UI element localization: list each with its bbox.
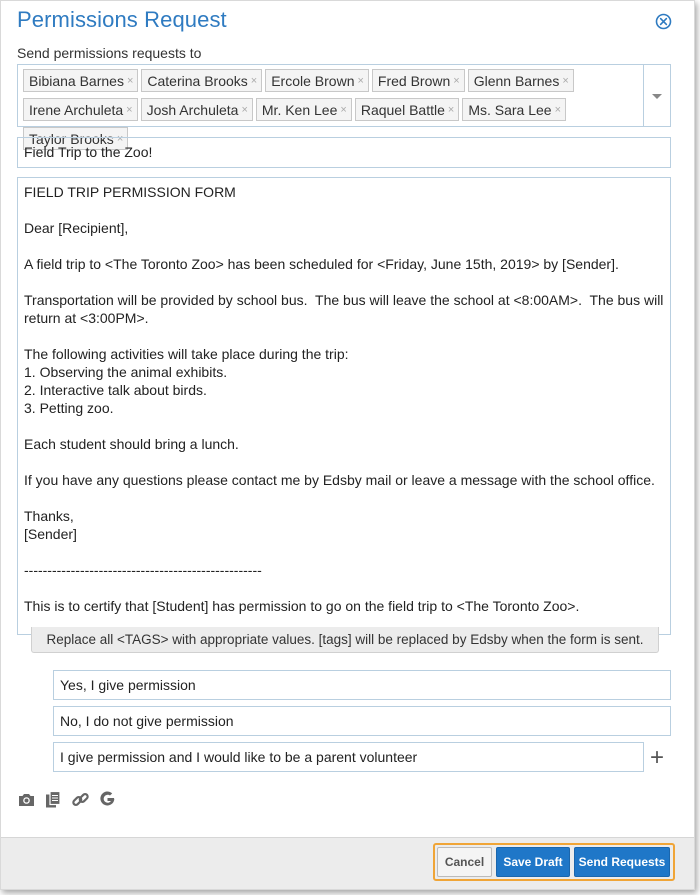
- response-option-1[interactable]: Yes, I give permission: [53, 670, 671, 700]
- tags-hint: Replace all <TAGS> with appropriate values. [tags] will be replaced by Edsby when the form is sent.: [31, 627, 659, 653]
- remove-recipient-icon[interactable]: ×: [562, 74, 569, 87]
- recipient-name: Ercole Brown: [271, 72, 355, 89]
- recipient-chip[interactable]: [462, 98, 566, 121]
- remove-recipient-icon[interactable]: ×: [357, 74, 364, 87]
- recipient-name: Glenn Barnes: [473, 72, 560, 89]
- camera-icon[interactable]: [17, 790, 36, 809]
- recipient-name: Taylor Brooks: [29, 130, 114, 147]
- recipients-field[interactable]: [17, 64, 644, 147]
- recipient-name: Fred Brown: [377, 72, 451, 89]
- recipient-chip[interactable]: [141, 98, 253, 121]
- close-icon[interactable]: [655, 13, 672, 30]
- subject-input[interactable]: Field Trip to the Zoo!: [17, 137, 671, 168]
- remove-recipient-icon[interactable]: ×: [126, 103, 133, 116]
- link-icon[interactable]: [71, 790, 90, 809]
- remove-recipient-icon[interactable]: ×: [453, 74, 460, 87]
- recipient-name: Ms. Sara Lee: [468, 101, 552, 118]
- remove-recipient-icon[interactable]: ×: [241, 103, 248, 116]
- cancel-button[interactable]: Cancel: [437, 847, 492, 877]
- response-option-3[interactable]: I give permission and I would like to be a parent volunteer: [53, 742, 644, 772]
- save-draft-button[interactable]: Save Draft: [496, 847, 570, 877]
- recipient-chip[interactable]: [355, 98, 460, 121]
- recipient-chip[interactable]: [468, 69, 574, 92]
- recipient-chip[interactable]: [256, 98, 352, 121]
- google-icon[interactable]: [98, 790, 117, 809]
- recipient-chip[interactable]: [372, 69, 465, 92]
- remove-recipient-icon[interactable]: ×: [554, 103, 562, 116]
- recipient-name: Josh Archuleta: [146, 101, 239, 118]
- recipient-chip[interactable]: [23, 69, 138, 92]
- recipient-name: Mr. Ken Lee: [261, 101, 338, 118]
- remove-recipient-icon[interactable]: ×: [126, 74, 134, 87]
- recipient-chip[interactable]: [141, 69, 262, 92]
- remove-recipient-icon[interactable]: ×: [447, 103, 455, 116]
- documents-icon[interactable]: [44, 790, 63, 809]
- message-body-editor[interactable]: FIELD TRIP PERMISSION FORM Dear [Recipient], A field trip to <The Toronto Zoo> has been scheduled for <Friday, June 15th, 2019> by [Sender]. Transportation will be provided by school bus. The bus will leave the school at <8:00AM>. The bus will return at <3:00PM>. The following activities will take place during the trip: 1. Observing the animal exhibits. 2. Interactive talk about birds. 3. Petting zoo. Each student should bring a lunch. If you have any questions please contact me by Edsby mail or leave a message with the school office. Thanks, [Sender] --------------------------------------------------- This is to certify that [Student] has permission to go on the field trip to <The Toronto Zoo>.: [17, 177, 671, 635]
- dialog-title: Permissions Request: [17, 7, 227, 32]
- recipient-chip[interactable]: [265, 69, 369, 92]
- recipient-name: Raquel Battle: [360, 101, 445, 118]
- send-requests-button[interactable]: Send Requests: [574, 847, 670, 877]
- recipient-name: Caterina Brooks: [147, 72, 248, 89]
- recipient-name: Bibiana Barnes: [29, 72, 124, 89]
- add-option-button[interactable]: +: [650, 744, 665, 771]
- recipients-label: Send permissions requests to: [17, 45, 202, 61]
- attachment-toolbar: [17, 790, 117, 809]
- recipient-name: Irene Archuleta: [29, 101, 124, 118]
- recipients-dropdown-toggle[interactable]: [644, 64, 671, 127]
- recipient-chip[interactable]: [23, 98, 138, 121]
- response-option-2[interactable]: No, I do not give permission: [53, 706, 671, 736]
- remove-recipient-icon[interactable]: ×: [250, 74, 258, 87]
- remove-recipient-icon[interactable]: ×: [340, 103, 347, 116]
- action-buttons: [433, 843, 675, 881]
- remove-recipient-icon[interactable]: ×: [116, 132, 124, 145]
